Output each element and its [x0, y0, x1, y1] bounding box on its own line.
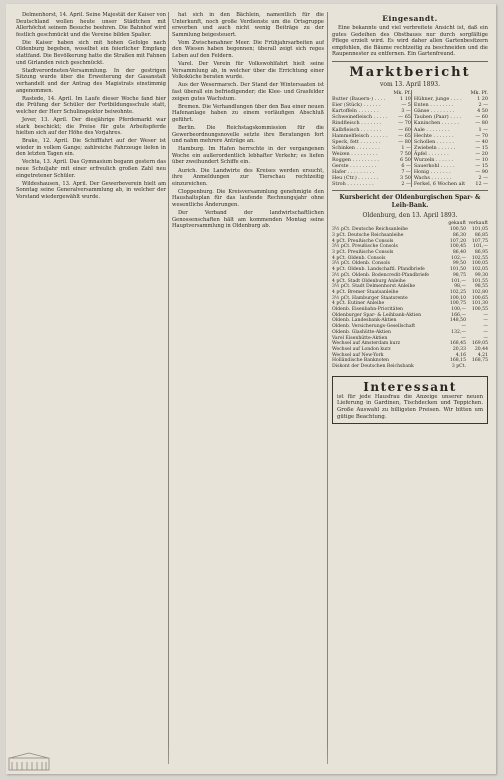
market-item: Kartoffeln . . . . . . .	[332, 108, 379, 115]
column-label: gekauft	[448, 221, 466, 227]
newspaper-page	[6, 4, 496, 774]
stock-sell: —	[483, 329, 488, 335]
stock-name: Oldenburger Spar- & Leihbank-Aktien	[332, 312, 422, 318]
stock-sell: 86,85	[474, 232, 488, 238]
stock-buy: 166,—	[451, 312, 466, 318]
stock-sell: 102,80	[471, 289, 488, 295]
stock-sell	[466, 364, 488, 370]
market-item: Schweinefleisch . . . . .	[332, 114, 388, 121]
stock-buy: 101,—	[451, 278, 466, 284]
stock-buy: 132,—	[451, 329, 466, 335]
market-price: — 15	[475, 163, 488, 170]
market-item: Schollen . . . . . .	[413, 138, 454, 145]
stock-row	[332, 267, 488, 273]
market-item: Hammelfleisch . . . . . .	[332, 132, 388, 139]
stock-buy: 100,45	[449, 244, 466, 250]
stock-row	[332, 324, 488, 330]
stock-name: 3½ pCt. Deutsche Reichsanleihe	[332, 227, 408, 233]
stock-name: 4 pCt. Stadt Oldenburg Anleihe	[332, 278, 406, 284]
stock-name: 4 pCt. Eutiner Anleihe	[332, 301, 385, 307]
stock-name: 3 pCt. Deutsche Reichsanleihe	[332, 232, 404, 238]
market-price: 1 —	[401, 144, 411, 151]
market-price: — 80	[475, 120, 488, 127]
stock-name: Varel Eisenhütte-Aktien	[332, 335, 388, 341]
stock-name: Wechsel auf Amsterdam kurz	[332, 341, 401, 347]
notice-title: Eingesandt.	[382, 14, 438, 23]
market-price: — 65	[398, 132, 411, 139]
stock-sell: 102,55	[471, 255, 488, 261]
market-item: Hühner, junge . . . .	[413, 96, 462, 103]
stock-sell: 98,55	[474, 284, 488, 290]
market-item: Äpfel . . . . . . .	[413, 150, 449, 157]
market-item: Eier (Stück) . . . . . .	[332, 102, 381, 109]
market-price: 12 —	[475, 181, 488, 188]
stock-buy: —	[461, 324, 466, 330]
market-item: Roggen . . . . . . . . .	[332, 157, 379, 163]
stock-name: Oldenb. Versicherungs-Gesellschaft	[332, 324, 416, 330]
article-paragraph: Die Kaiser haben sich mit hohen Gefolge nach Oldenburg begeben, woselbst ein feierlicher Empfang stattfand. Die Bevölkerung hatte die Straßen mit Fahnen und Girlanden reich geschmückt.	[16, 39, 166, 66]
advertisement	[332, 376, 488, 424]
market-price: 7 50	[400, 150, 411, 157]
market-price: — 80	[398, 138, 411, 145]
market-item: Heu (Ctr.) . . . . . . .	[332, 175, 379, 182]
stock-buy: 148,50	[449, 318, 466, 324]
market-item: Butter (Bauern-) . . . .	[332, 96, 386, 103]
stock-buy: 20,33	[452, 346, 466, 352]
stock-buy: 100,50	[449, 227, 466, 233]
market-price: — 10	[475, 157, 488, 163]
market-item: Aale . . . . . . . .	[413, 126, 450, 133]
column-divider	[168, 12, 169, 764]
stock-sell: 100,05	[471, 261, 488, 267]
market-price: 4 50	[477, 108, 488, 115]
stock-sell: —	[483, 335, 488, 341]
stock-table	[332, 221, 488, 369]
market-item: Rindfleisch . . . . . . .	[332, 120, 382, 127]
article-paragraph: Vechta, 13. April. Das Gymnasium begann gestern das neue Schuljahr mit einer erfreulich großen Zahl neu eingetretener Schüler.	[16, 159, 166, 179]
stock-buy: 86,30	[452, 232, 466, 238]
stock-sell: —	[483, 312, 488, 318]
stock-buy: 99,50	[452, 261, 466, 267]
stock-sell: 101,55	[471, 278, 488, 284]
market-price: 3 50	[400, 175, 411, 182]
market-item: Hafer . . . . . . . . .	[332, 169, 375, 176]
market-price: 1 —	[478, 126, 488, 133]
article-paragraph: Bremen. Die Verhandlungen über den Bau einer neuen Hafenanlage haben zu einem vorläufigen Abschluß geführt.	[172, 103, 324, 123]
stock-name: 4 pCt. Bremer Staatsanleihe	[332, 289, 399, 295]
article-paragraph: Cloppenburg. Die Kreisversammlung genehmigte den Haushaltsplan für das laufende Rechnungsjahr ohne wesentliche Änderungen.	[172, 188, 324, 209]
market-item: Hechte . . . . . . .	[413, 132, 454, 139]
page-edge-shading	[6, 744, 496, 774]
middle-column	[172, 12, 324, 767]
stock-sell: 86,95	[474, 249, 488, 255]
stock-name: 4 pCt. Oldenb. Consols	[332, 255, 386, 261]
market-price: 3 —	[401, 108, 411, 115]
library-stamp-icon	[8, 752, 50, 772]
market-price: — 65	[398, 114, 411, 121]
stock-sell: 4,21	[477, 352, 488, 358]
market-item: Ferkel, 6 Wochen alt	[413, 181, 466, 188]
market-item: Kaninchen . . . . . .	[413, 120, 459, 127]
market-item: Weizen . . . . . . . . .	[332, 150, 378, 157]
stock-buy: 98,75	[452, 272, 466, 278]
market-price-table	[332, 90, 488, 188]
stock-name: Oldenb. Landesbank-Aktien	[332, 318, 397, 324]
unit-label: Mk. Pf.	[470, 89, 488, 96]
market-price: 2 —	[401, 181, 411, 188]
market-price: — 70	[475, 132, 488, 139]
article-paragraph: Wildeshausen, 13. April. Der Gewerbeverein hielt am Sonntag seine Generalversammlung ab, in welcher der Vorstand wiedergewählt wurde.	[16, 180, 166, 200]
stock-sell: 107,75	[471, 238, 488, 244]
stock-buy: 86,40	[452, 249, 466, 255]
stock-name: 3½ pCt. Hamburger Staatsrente	[332, 295, 408, 301]
left-column	[16, 12, 166, 767]
market-price: — 15	[475, 144, 488, 151]
stock-name: Oldenb. Glashütte-Aktien	[332, 329, 391, 335]
stock-buy: 168,15	[449, 358, 466, 364]
stock-buy: 100,10	[449, 295, 466, 301]
stock-sell: —	[483, 324, 488, 330]
stock-buy: 101,50	[449, 267, 466, 273]
stock-sell: 100,65	[471, 295, 488, 301]
market-item: Sauerkohl . . . . .	[413, 163, 455, 170]
article-paragraph: Varel. Der Verein für Volkswohlfahrt hielt seine Versammlung ab, in welcher über die Errichtung einer Volksküche beraten wurde.	[172, 61, 324, 81]
market-price: — 40	[475, 138, 488, 145]
stock-sell: —	[483, 318, 488, 324]
article-paragraph: Hamburg. Im Hafen herrschte in der vergangenen Woche ein außerordentlich lebhafter Verkehr; es liefen über zweihundert Schiffe ein.	[172, 146, 324, 166]
market-price: 1 10	[400, 96, 411, 103]
market-item: Kalbfleisch . . . . . . .	[332, 126, 382, 133]
article-paragraph: hat sich in den Bächlein, namentlich für die Unterkunft, noch große Verdienste um die Ortsgruppe erworben und auch nicht wenig Beiträge zu der Sammlung beigesteuert.	[172, 12, 324, 38]
stock-name: 4 pCt. Preußische Consols	[332, 238, 394, 244]
stock-sell: 101,05	[471, 227, 488, 233]
divider	[332, 190, 488, 191]
notice-text: Eine bekannte und viel verbreitete Ansicht ist, daß ein gutes Gedeihen des Obstbaues nur durch sorgfältige Pflege erzielt wird. Es wird daher allen Gartenbesitzern empfohlen, die Bäume rechtzeitig zu beschneiden und die Raupennester zu entfernen. Ein Gartenfreund.	[332, 25, 488, 58]
article-paragraph: Aus der Wesermarsch. Der Stand der Wintersaaten ist fast überall ein befriedigender; die Klee- und Grasfelder zeigen gutes Wachstum.	[172, 82, 324, 102]
stock-buy: 3 pCt.	[451, 364, 466, 370]
column-divider	[327, 12, 328, 764]
article-paragraph: Vom Zwischenahner Meer. Die Frühjahrsarbeiten auf den Wiesen haben begonnen; überall zeigt sich reges Leben auf den Feldern.	[172, 39, 324, 60]
market-row	[332, 181, 488, 187]
stock-name: 3½ pCt. Oldenb. Bodencredit-Pfandbriefe	[332, 272, 429, 278]
stock-buy: 98,—	[454, 284, 466, 290]
stock-buy: 168,45	[449, 341, 466, 347]
stock-name: 4 pCt. Oldenb. Landschaftl. Pfandbriefe	[332, 267, 425, 273]
market-price: 6 —	[401, 163, 411, 170]
stock-row	[332, 273, 488, 279]
market-price: — 5	[401, 102, 411, 109]
stock-buy: 102,25	[449, 289, 466, 295]
market-price: 2 —	[478, 175, 488, 182]
article-paragraph: Stadtverordneten-Versammlung. In der gestrigen Sitzung wurde über die Erweiterung der Gasanstalt verhandelt und der Antrag des Magistrats einstimmig angenommen.	[16, 67, 166, 94]
market-item: Stroh . . . . . . . . .	[332, 181, 374, 188]
stock-name: Oldenb. Eisenbahn-Prioritäten	[332, 307, 404, 313]
article-paragraph: Der Verband der landwirtschaftlichen Genossenschaften hält am kommenden Montag seine Hauptversammlung in Oldenburg ab.	[172, 210, 324, 230]
stock-buy: 100,—	[451, 307, 466, 313]
stock-buy: 4,16	[455, 352, 466, 358]
stock-row	[332, 364, 488, 370]
stock-name: 3½ pCt. Preußische Consols	[332, 244, 398, 250]
stock-name: Holländische Banknoten	[332, 358, 389, 364]
market-report-title: Marktbericht	[349, 64, 471, 80]
market-price: — 90	[475, 169, 488, 176]
market-price: 7 —	[401, 169, 411, 176]
stock-sell: 101,—	[473, 244, 488, 250]
market-report-date: vom 13. April 1893.	[379, 80, 440, 88]
market-item: Gerste . . . . . . . . .	[332, 163, 377, 170]
stock-sell: 20,44	[474, 346, 488, 352]
market-item: Tauben (Paar) . . . .	[413, 114, 462, 121]
market-item: Gänse . . . . . . . .	[413, 108, 455, 115]
market-item: Speck, fett . . . . . . .	[332, 138, 381, 145]
article-paragraph: Aurich. Die Landwirte des Kreises werden ersucht, ihre Anmeldungen zur Tierschau rechtzeitig einzureichen.	[172, 167, 324, 187]
article-paragraph: Brake, 12. April. Die Schifffahrt auf der Weser ist wieder in vollem Gange; zahlreiche Fahrzeuge liefen in den letzten Tagen ein.	[16, 138, 166, 158]
stock-name: 3 pCt. Preußische Consols	[332, 249, 394, 255]
stock-report-title: Kursbericht der Oldenburgischen Spar- & Leih-Bank.	[339, 194, 481, 209]
stock-sell: 100,55	[471, 307, 488, 313]
stock-sell: 101,30	[471, 301, 488, 307]
stock-name: Wechsel auf London kurz	[332, 346, 391, 352]
market-item: Schinken . . . . . . . .	[332, 144, 380, 151]
stock-name: Diskont der Deutschen Reichsbank	[332, 364, 414, 370]
stock-sell: 169,05	[471, 341, 488, 347]
stock-buy: 100,75	[449, 301, 466, 307]
stock-sell: 99,30	[474, 272, 488, 278]
market-price: 6 50	[400, 157, 411, 163]
market-item: Zwiebeln . . . . . .	[413, 144, 456, 151]
market-item: Enten . . . . . . . .	[413, 102, 454, 109]
column-label: verkauft	[468, 221, 488, 227]
stock-sell: 102,05	[471, 267, 488, 273]
stock-name: 3½ pCt. Oldenb. Consols	[332, 261, 390, 267]
stock-buy: 107,20	[449, 238, 466, 244]
stock-buy: 102,—	[451, 255, 466, 261]
market-price: — 60	[475, 114, 488, 121]
market-price: 2 —	[478, 102, 488, 109]
article-paragraph: Jever, 13. April. Der diesjährige Pferdemarkt war stark beschickt; die Preise für gute Arbeitspferde hielten sich auf der Höhe des Vorjahres.	[16, 116, 166, 137]
market-item: Honig . . . . . . .	[413, 169, 451, 176]
article-paragraph: Delmenhorst, 14. April. Seine Majestät der Kaiser von Deutschland wollen heute unser Städtchen mit Allerhöchst seinem Besuche beehren. Die Bahnhof wird festlich geschmückt und die Vereine bilden Spalier.	[16, 12, 166, 38]
advertisement-title: Interessant	[363, 379, 457, 394]
market-price: — 20	[475, 150, 488, 157]
advertisement-text: ist für jede Hausfrau die Anzeige unserer neuen Lieferung in Gardinen, Tischdecken und Teppichen. Große Auswahl zu billigsten Preisen. Wir bitten um gütige Beachtung.	[337, 393, 483, 420]
market-item: Wurzeln . . . . . .	[413, 157, 454, 163]
market-price: — 70	[398, 120, 411, 127]
divider	[332, 61, 488, 62]
market-item: Wachs . . . . . . .	[413, 175, 452, 182]
stock-report-date: Oldenburg, den 13. April 1893.	[362, 212, 458, 220]
unit-label: Mk. Pf.	[393, 89, 411, 96]
stock-name: Wechsel auf New-York	[332, 352, 384, 358]
article-paragraph: Berlin. Die Reichstagskommission für die Gewerbeordnungsnovelle setzte ihre Beratungen fort und nahm mehrere Anträge an.	[172, 125, 324, 145]
market-price: — 60	[398, 126, 411, 133]
stock-sell: 168,75	[471, 358, 488, 364]
right-column	[332, 12, 488, 767]
market-price: 1 20	[477, 96, 488, 103]
stock-buy: —	[461, 335, 466, 341]
stock-name: 3½ pCt. Stadt Delmenhorst Anleihe	[332, 284, 416, 290]
article-paragraph: Rastede, 14. April. Im Laufe dieser Woche fand hier die Prüfung der Schüler der Fortbildungsschule statt, welcher der Herr Schulinspektor beiwohnte.	[16, 95, 166, 115]
